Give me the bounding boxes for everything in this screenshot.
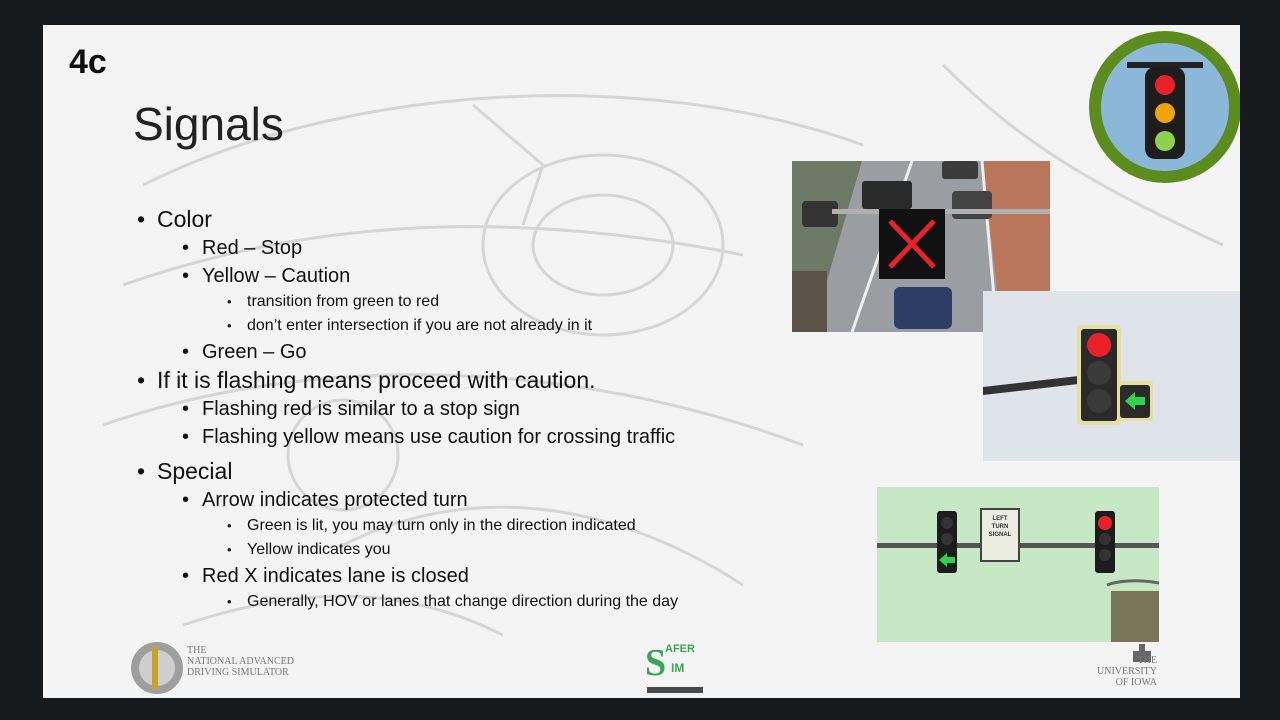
safersim-s-icon: S: [645, 642, 667, 684]
nads-line-3: DRIVING SIMULATOR: [187, 667, 289, 678]
uiowa-logo: [1091, 643, 1161, 695]
intersection-scene: [877, 487, 1159, 642]
safersim-bar: [647, 687, 703, 693]
slide: [43, 25, 1240, 698]
traffic-light-green-arrow-icon: [983, 291, 1240, 461]
nads-logo-icon: [127, 639, 187, 695]
nads-line-2: NATIONAL ADVANCED: [187, 656, 294, 667]
bullet-flashing-red: • Flashing red is similar to a stop sign: [178, 395, 833, 423]
bullet-red: • Red – Stop: [178, 234, 833, 262]
left-turn-signal-icon: [877, 487, 1159, 642]
bullet-list: [133, 205, 833, 614]
uiowa-line-2: UNIVERSITY: [1097, 666, 1157, 677]
uiowa-line-1: THE: [1137, 655, 1157, 666]
bullet-arrow-sub1: • Green is lit, you may turn only in the direction indicated: [223, 514, 833, 538]
bullet-arrow: • Arrow indicates protected turn: [178, 486, 833, 514]
slide-number: 4c: [69, 43, 107, 81]
bullet-yellow: • Yellow – Caution: [178, 262, 833, 290]
traffic-light-merit-badge-icon: [1087, 27, 1240, 190]
uiowa-line-3: OF IOWA: [1115, 677, 1157, 688]
bullet-flashing-yellow: • Flashing yellow means use caution for crossing traffic: [178, 423, 833, 451]
nads-line-1: THE: [187, 645, 207, 656]
sign-line-2: TURN: [991, 524, 1009, 530]
bullet-yellow-sub1: • transition from green to red: [223, 290, 833, 314]
left-turn-signal-sign: [983, 515, 1017, 539]
bullet-redx-sub1: • Generally, HOV or lanes that change direction during the day: [223, 590, 833, 614]
bullet-yellow-sub2: • don’t enter intersection if you are not already in it: [223, 314, 833, 338]
safersim-line-2: IM: [671, 661, 685, 675]
sign-line-3: SIGNAL: [988, 532, 1012, 538]
bullet-color: • Color: [133, 205, 833, 234]
safersim-line-1: AFER: [665, 643, 695, 655]
safersim-logo: [645, 639, 709, 697]
bullet-arrow-sub2: • Yellow indicates you: [223, 538, 833, 562]
bullet-special: • Special: [133, 457, 833, 486]
bullet-redx: • Red X indicates lane is closed: [178, 562, 833, 590]
slide-title: Signals: [133, 98, 284, 150]
bullet-flashing: • If it is flashing means proceed with caution.: [133, 366, 833, 395]
bullet-green: • Green – Go: [178, 338, 833, 366]
nads-logo: [127, 639, 357, 695]
sign-line-1: LEFT: [992, 516, 1008, 522]
